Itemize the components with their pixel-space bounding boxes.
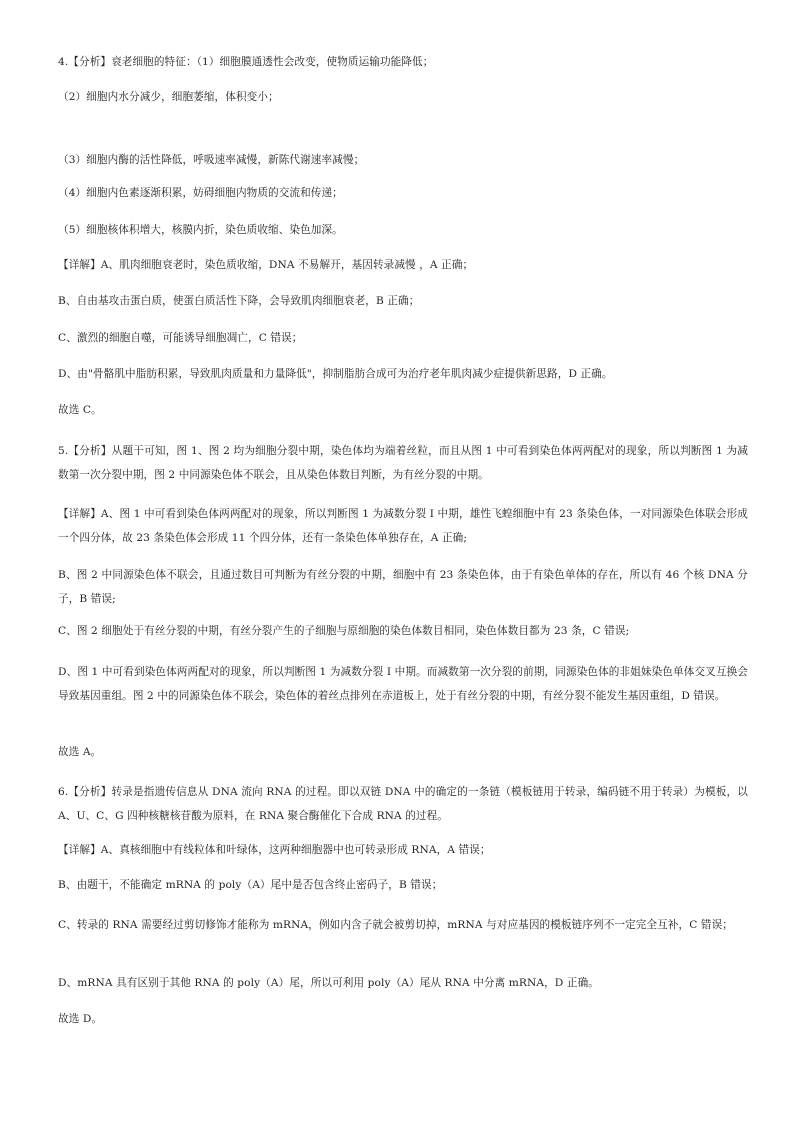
answer-5-detail-d: D、图 1 中可看到染色体两两配对的现象，所以判断图 1 为减数分裂 I 中期。而减数第一次分裂的前期，同源染色体的非姐妹染色单体交叉互换会导致基因重组。图 2 中的同源染色体不联会，染色体的着丝点排列在赤道板上，处于有丝分裂的中期，有丝分裂不能发生基因重组，D 错误。 [58, 666, 748, 702]
answer-5-detail-c: C、图 2 细胞处于有丝分裂的中期，有丝分裂产生的子细胞与原细胞的染色体数目相同，染色体数目都为 23 条，C 错误; [58, 625, 630, 637]
answer-4-analysis-line-3: （3）细胞内酶的活性降低，呼吸速率减慢，新陈代谢速率减慢； [58, 154, 365, 166]
answer-6-detail-d: D、mRNA 具有区别于其他 RNA 的 poly（A）尾，所以可利用 poly（A）尾从 RNA 中分离 mRNA，D 正确。 [58, 977, 599, 989]
answer-4-detail-b: B、自由基攻击蛋白质，使蛋白质活性下降，会导致肌肉细胞衰老，B 正确； [58, 295, 420, 307]
answer-5-detail-b: B、图 2 中同源染色体不联会，且通过数目可判断为有丝分裂的中期，细胞中有 23 条染色体，由于有染色单体的存在，所以有 46 个核 DNA 分子，B 错误; [58, 569, 748, 605]
answer-4-detail-c: C、激烈的细胞自噬，可能诱导细胞凋亡，C 错误； [58, 332, 303, 344]
answer-5-analysis: 5.【分析】从题干可知，图 1、图 2 均为细胞分裂中期，染色体均为端着丝粒，而且从图 1 中可看到染色体两两配对的现象，所以判断图 1 为减数第一次分裂中期，图 2 中同源染色体不联会，且从染色体数目判断，为有丝分裂的中期。 [58, 445, 748, 481]
answer-6-detail-c: C、转录的 RNA 需要经过剪切修饰才能称为 mRNA，例如内含子就会被剪切掉，mRNA 与对应基因的模板链序列不一定完全互补，C 错误； [58, 919, 734, 931]
answer-4-detail-d: D、由"骨骼肌中脂肪积累，导致肌肉质量和力量降低"，抑制脂肪合成可为治疗老年肌肉减少症提供新思路，D 正确。 [58, 368, 613, 380]
answer-5-detail-a: 【详解】A、图 1 中可看到染色体两两配对的现象，所以判断图 1 为减数分裂 I 中期，雄性飞蝗细胞中有 23 条染色体，一对同源染色体联会形成一个四分体，故 23 条染色体会形成 11 个四分体，还有一条染色体单独存在，A 正确; [58, 508, 748, 544]
answer-6-detail-a: 【详解】A、真核细胞中有线粒体和叶绿体，这两种细胞器中也可转录形成 RNA，A 错误； [58, 844, 491, 856]
answer-6-detail-b: B、由题干，不能确定 mRNA 的 poly（A）尾中是否包含终止密码子，B 错误； [58, 879, 443, 891]
answer-4-analysis-line-5: （5）细胞核体积增大，核膜内折，染色质收缩、染色加深。 [58, 224, 343, 236]
answer-4-analysis-line-4: （4）细胞内色素逐渐积累，妨碍细胞内物质的交流和传递； [58, 187, 343, 199]
answer-5-conclusion: 故选 A。 [58, 746, 102, 758]
answer-4-analysis-line-1: 4.【分析】衰老细胞的特征：（1）细胞膜通透性会改变，使物质运输功能降低； [58, 56, 434, 68]
answer-4-conclusion: 故选 C。 [58, 404, 102, 416]
answer-4-analysis-line-2: （2）细胞内水分减少，细胞萎缩，体积变小； [58, 91, 279, 103]
answer-4-detail-a: 【详解】A、肌肉细胞衰老时，染色质收缩，DNA 不易解开，基因转录减慢 ，A 正确； [58, 259, 474, 271]
answer-6-conclusion: 故选 D。 [58, 1013, 103, 1025]
answer-6-analysis: 6.【分析】转录是指遗传信息从 DNA 流向 RNA 的过程。即以双链 DNA 中的确定的一条链（模板链用于转录，编码链不用于转录）为模板，以 A、U、C、G 四种核糖核苷酸为原料，在 RNA 聚合酶催化下合成 RNA 的过程。 [58, 786, 748, 822]
